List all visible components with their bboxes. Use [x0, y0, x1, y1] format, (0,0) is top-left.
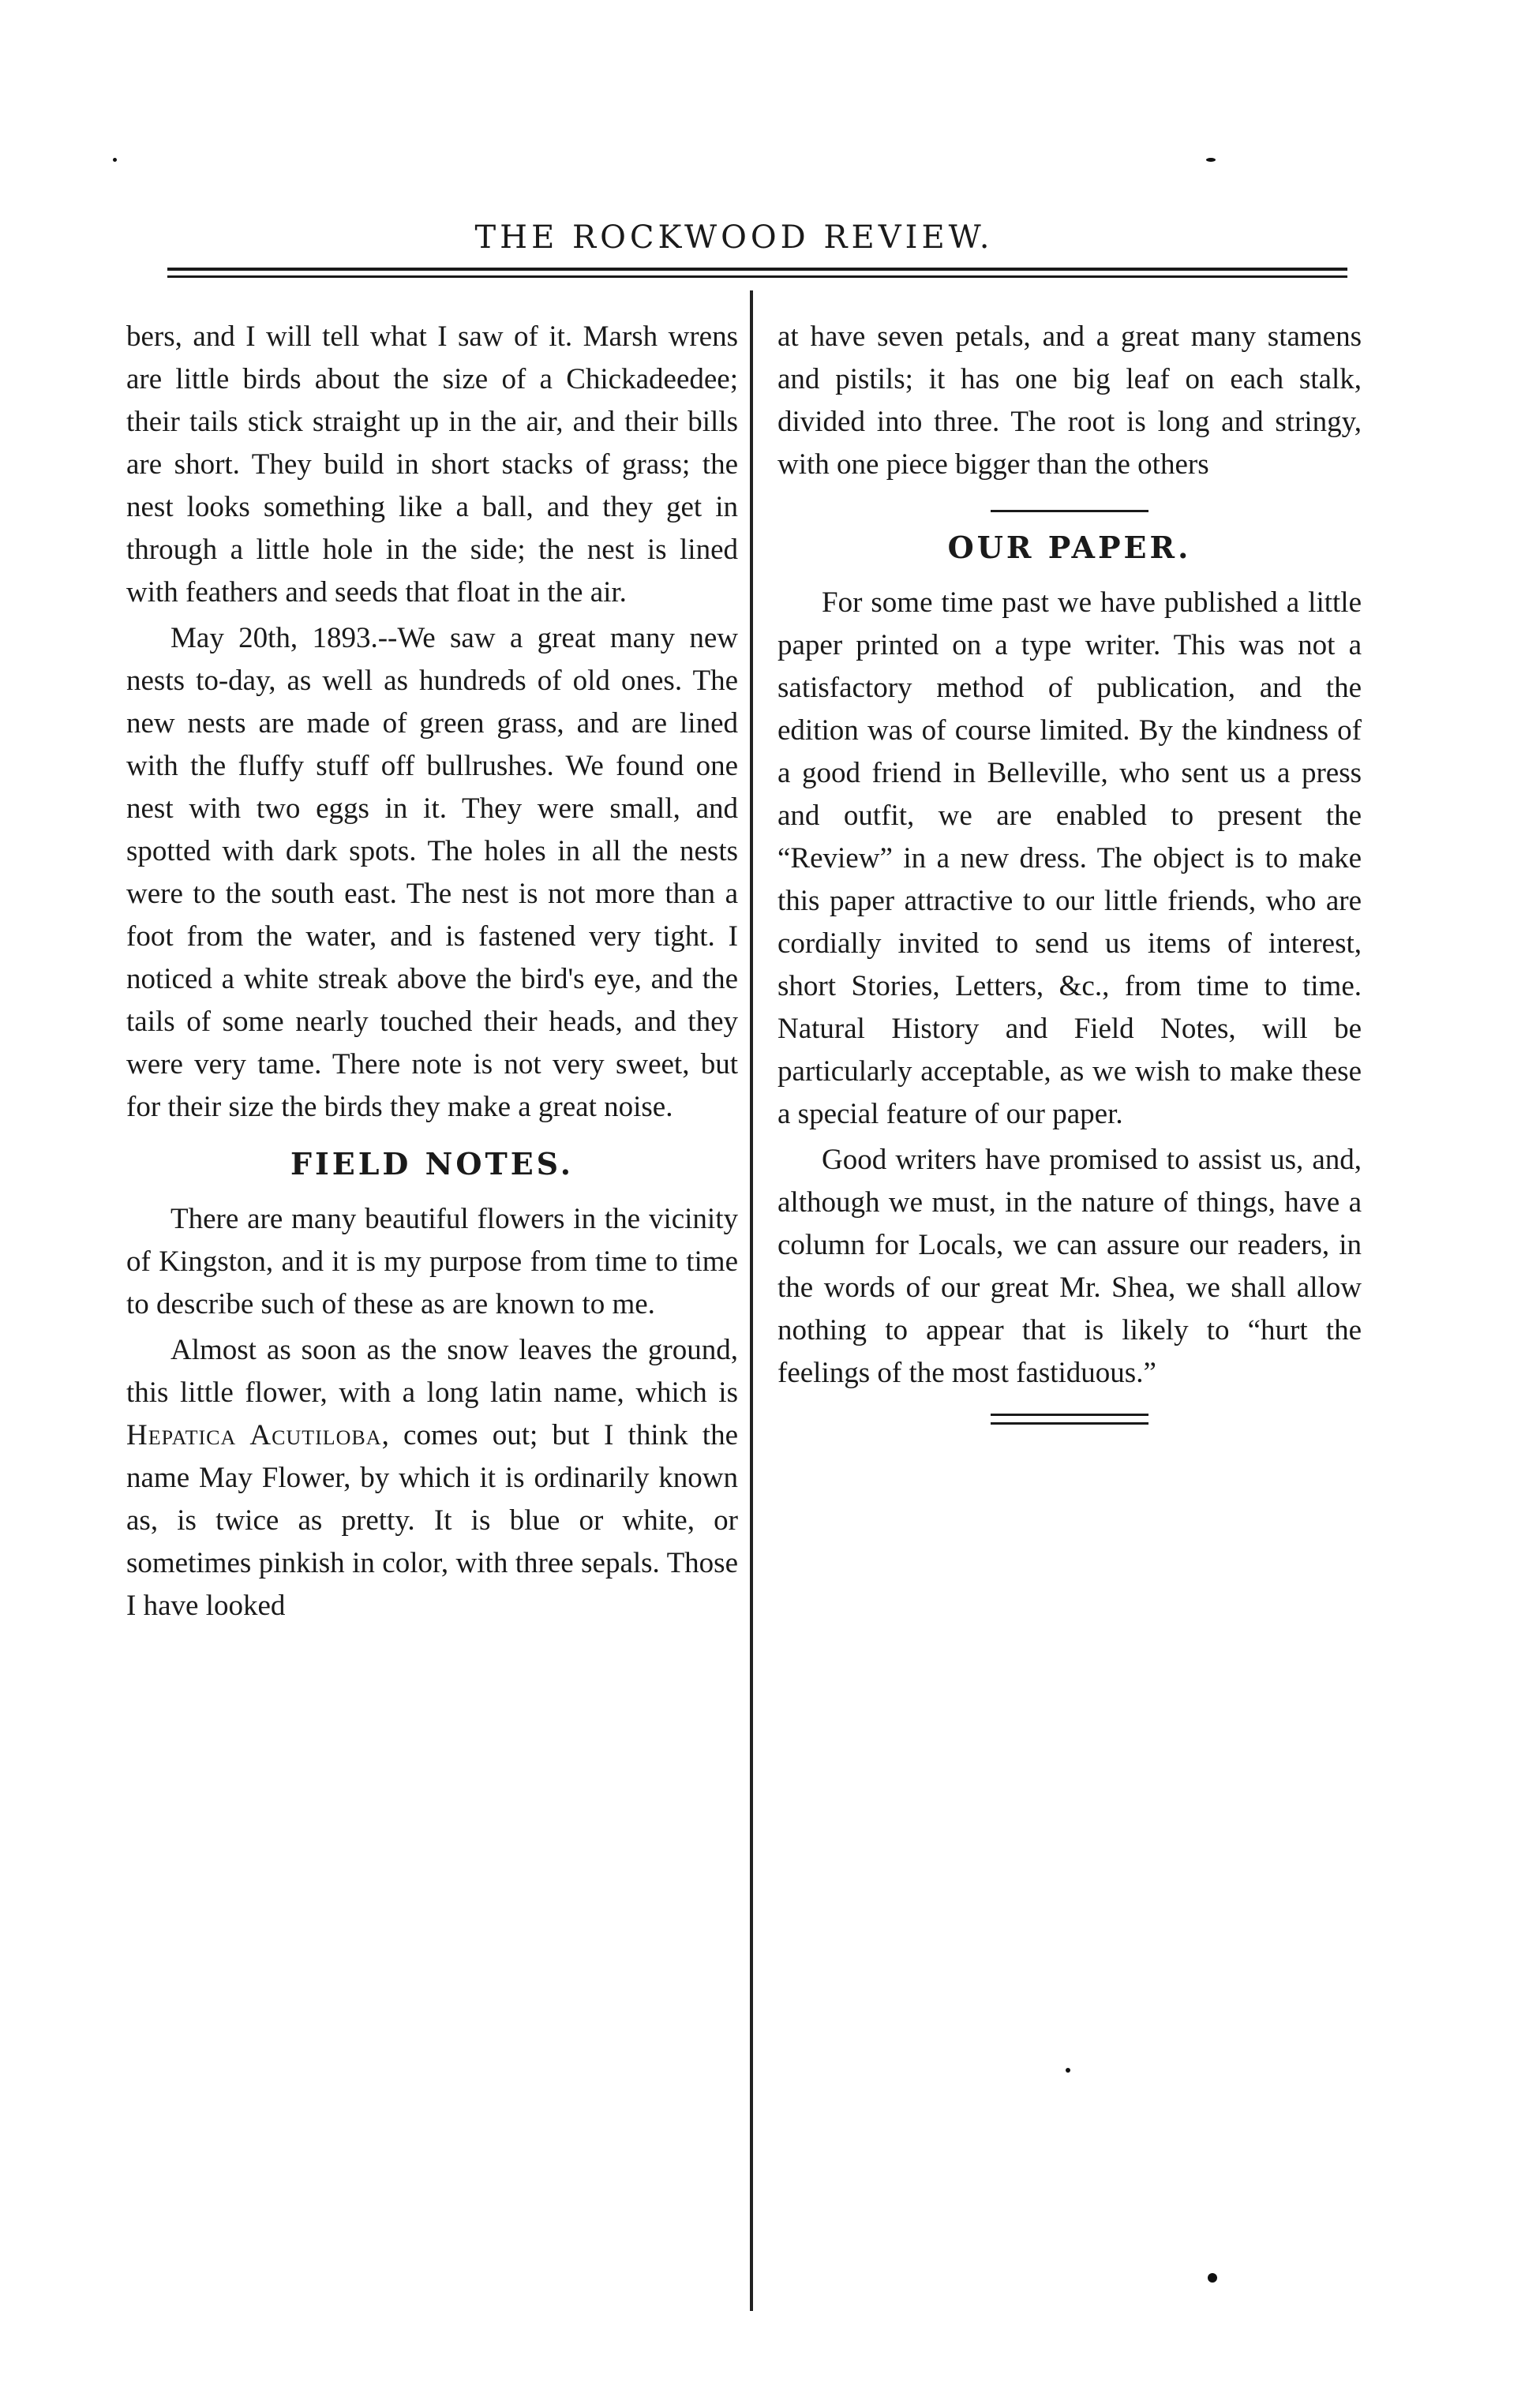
- hepatica-latin-name: Hepatica Acutiloba: [126, 1419, 382, 1451]
- masthead-rule-bottom: [167, 275, 1347, 278]
- field-notes-intro-paragraph: There are many beautiful flowers in the vicinity of Kingston, and it is my purpose from time to time to describe such of these as are known to me.: [126, 1203, 738, 1320]
- may-20th-paragraph: May 20th, 1893.--We saw a great many new nests to-day, as well as hundreds of old ones. The new nests are made of green grass, and are lined with the fluffy stuff off bullrushes. We found one nest with two eggs in it. They were small, and spotted with dark spots. The holes in all the nests were to the south east. The nest is not more than a foot from the water, and is fastened very tight. I noticed a white streak above the bird's eye, and the tails of some nearly touched their heads, and they were very tame. There note is not very sweet, but for their size the birds they make a great noise.: [126, 622, 738, 1123]
- hepatica-text-start: Almost as soon as the snow leaves the ground, this little flower, with a long latin name, which is: [126, 1334, 738, 1409]
- hepatica-text-end: , comes out; but I think the name May Flower, by which it is ordinarily known as, is twice as pretty. It is blue or white, or sometimes pinkish in color, with three sepals. Those I have looked: [126, 1419, 739, 1622]
- column-divider: [750, 290, 753, 2311]
- print-speck: [1208, 2273, 1217, 2283]
- left-column: [126, 316, 738, 1627]
- good-writers-paragraph: Good writers have promised to assist us, and, although we must, in the nature of things, have a column for Locals, we can assure our readers, in the words of our great Mr. Shea, we shall allow nothing to appear that is likely to “hurt the feelings of the most fastiduous.”: [777, 1144, 1362, 1389]
- end-rule-top: [991, 1414, 1148, 1416]
- marsh-wren-paragraph: bers, and I will tell what I saw of it. Marsh wrens are little birds about the size of a Chickadeedee; their tails stick straight up in the air, and their bills are short. They build in short stacks of grass; the nest looks something like a ball, and they get in through a little hole in the side; the nest is lined with feathers and seeds that float in the air.: [126, 320, 738, 609]
- field-notes-heading: FIELD NOTES.: [290, 1146, 574, 1182]
- hepatica-paragraph: [126, 1329, 738, 1627]
- masthead-title: THE ROCKWOOD REVIEW.: [474, 219, 994, 256]
- end-rule-bottom: [991, 1422, 1148, 1425]
- section-rule: [991, 510, 1148, 512]
- print-speck: [1066, 2068, 1070, 2073]
- hepatica-continued-paragraph: at have seven petals, and a great many stamens and pistils; it has one big leaf on each stalk, divided into three. The root is long and stringy, with one piece bigger than the others: [777, 320, 1362, 481]
- masthead-rule-top: [167, 268, 1347, 271]
- our-paper-paragraph: For some time past we have published a little paper printed on a type writer. This was not a satisfactory method of publication, and the edition was of course limited. By the kindness of a good friend in Belleville, who sent us a press and outfit, we are enabled to present the “Review” in a new dress. The object is to make this paper attractive to our little friends, who are cordially invited to send us items of interest, short Stories, Letters, &c., from time to time. Natural History and Field Notes, will be particularly acceptable, as we wish to make these a special feature of our paper.: [777, 586, 1362, 1130]
- our-paper-heading: OUR PAPER.: [947, 530, 1192, 565]
- print-speck: [113, 158, 117, 162]
- print-speck: [1206, 158, 1216, 162]
- right-column: [777, 316, 1362, 1425]
